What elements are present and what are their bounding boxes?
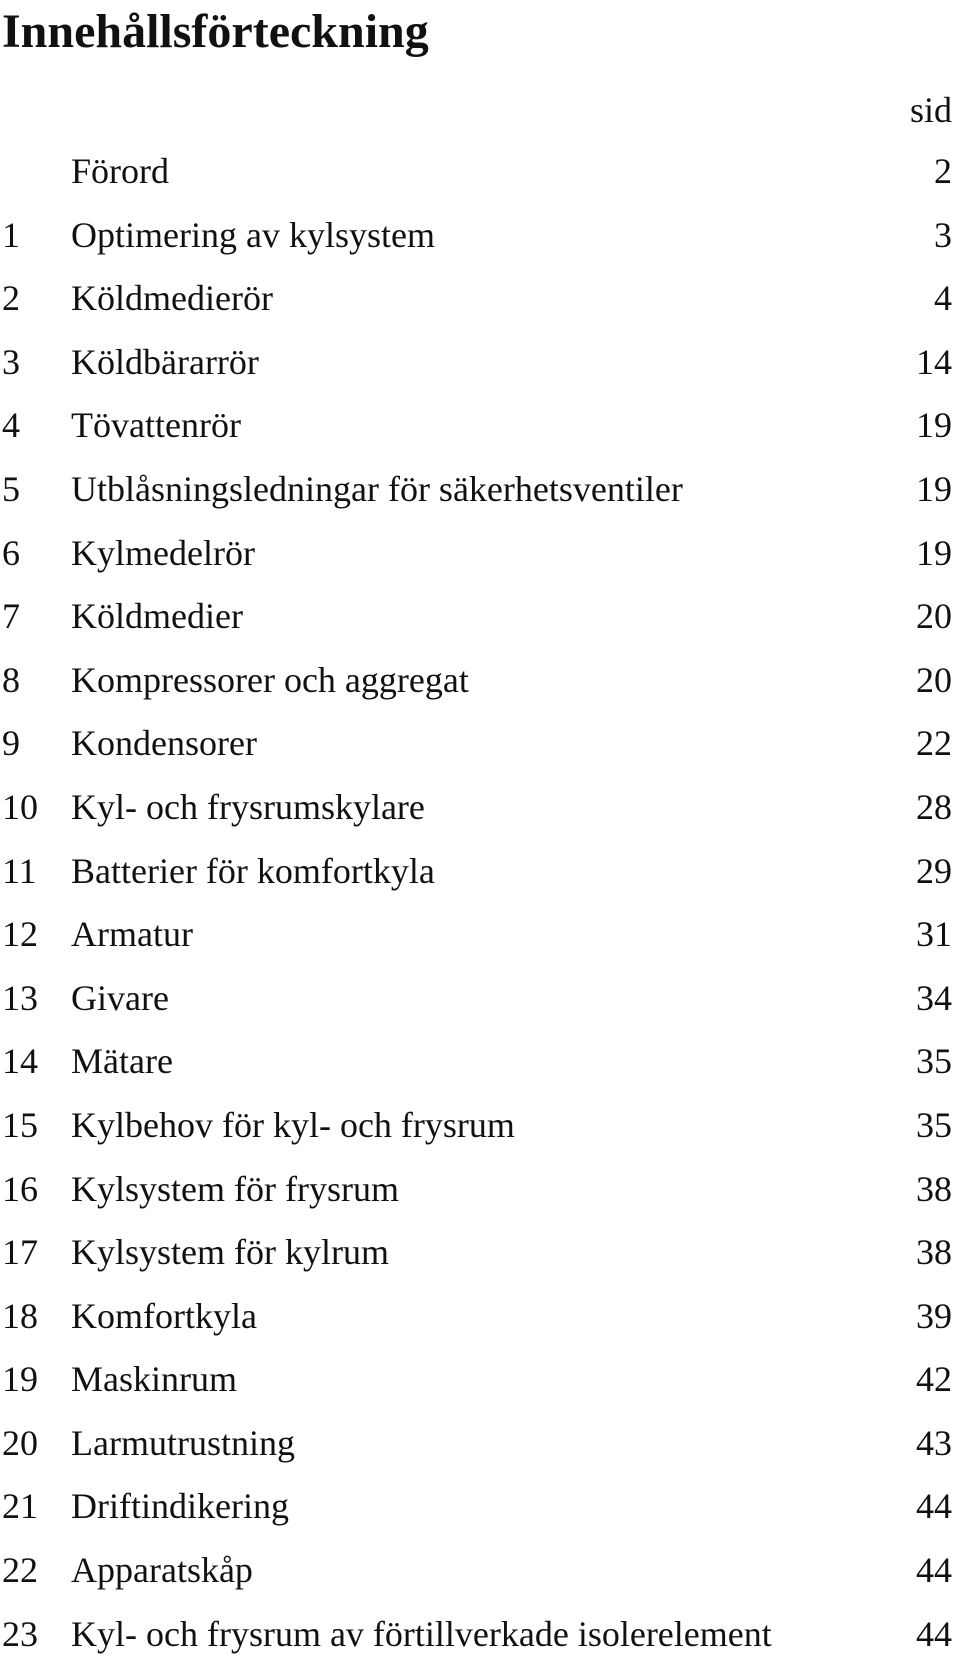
toc-entry-page: 31 xyxy=(916,914,952,955)
toc-entry-number: 9 xyxy=(2,723,20,764)
toc-entry-title: Köldbärarrör xyxy=(71,341,259,382)
toc-entry-page: 38 xyxy=(916,1232,952,1273)
toc-entry-number: 1 xyxy=(2,214,20,255)
toc-entry-21[interactable] xyxy=(0,1482,952,1546)
toc-entry-page: 35 xyxy=(916,1041,952,1082)
toc-entry-page: 4 xyxy=(934,278,952,319)
toc-entry-page: 20 xyxy=(916,596,952,637)
toc-entry-number: 23 xyxy=(2,1613,38,1654)
toc-entry-title: Kylmedelrör xyxy=(71,532,255,573)
toc-entry-title: Tövattenrör xyxy=(71,405,241,446)
toc-entry-18[interactable] xyxy=(0,1292,952,1356)
toc-entry-title: Utblåsningsledningar för säkerhetsventiler xyxy=(71,468,683,509)
toc-entry-2[interactable] xyxy=(0,274,952,338)
toc-entry-page: 29 xyxy=(916,850,952,891)
toc-entry-page: 42 xyxy=(916,1359,952,1400)
toc-entry-4[interactable] xyxy=(0,401,952,465)
toc-entry-number: 7 xyxy=(2,596,20,637)
toc-entry-number: 5 xyxy=(2,468,20,509)
page-title: Innehållsförteckning xyxy=(2,5,429,58)
toc-entry-15[interactable] xyxy=(0,1101,952,1165)
toc-entry-title: Kyl- och frysrumskylare xyxy=(71,786,425,827)
toc-list xyxy=(0,147,952,1673)
toc-entry-title: Armatur xyxy=(71,914,193,955)
toc-entry-title: Kylsystem för kylrum xyxy=(71,1232,389,1273)
toc-entry-number: 4 xyxy=(2,405,20,446)
toc-entry-title: Kondensorer xyxy=(71,723,257,764)
toc-entry-title: Köldmedier xyxy=(71,596,243,637)
toc-entry-title: Kylsystem för frysrum xyxy=(71,1168,399,1209)
toc-entry-page: 3 xyxy=(934,214,952,255)
toc-entry-title: Komfortkyla xyxy=(71,1295,257,1336)
toc-entry-number: 22 xyxy=(2,1550,38,1591)
toc-entry-page: 39 xyxy=(916,1295,952,1336)
toc-entry-page: 44 xyxy=(916,1613,952,1654)
toc-entry-13[interactable] xyxy=(0,974,952,1038)
toc-entry-22[interactable] xyxy=(0,1546,952,1610)
toc-entry-title: Köldmedierör xyxy=(71,278,273,319)
toc-entry-title: Förord xyxy=(71,151,169,191)
toc-entry-title: Kylbehov för kyl- och frysrum xyxy=(71,1104,515,1145)
toc-entry-page: 19 xyxy=(916,532,952,573)
toc-entry-page: 43 xyxy=(916,1422,952,1463)
toc-entry-number: 13 xyxy=(2,977,38,1018)
toc-entry-3[interactable] xyxy=(0,338,952,402)
toc-entry-number: 11 xyxy=(2,850,37,891)
toc-entry-page: 34 xyxy=(916,977,952,1018)
toc-entry-title: Apparatskåp xyxy=(71,1550,253,1591)
toc-entry-11[interactable] xyxy=(0,847,952,911)
toc-entry-page: 19 xyxy=(916,405,952,446)
toc-entry-page: 22 xyxy=(916,723,952,764)
toc-entry-20[interactable] xyxy=(0,1419,952,1483)
toc-entry-number: 3 xyxy=(2,341,20,382)
toc-entry-page: 38 xyxy=(916,1168,952,1209)
toc-entry-12[interactable] xyxy=(0,910,952,974)
toc-entry-title: Batterier för komfortkyla xyxy=(71,850,435,891)
toc-entry-title: Driftindikering xyxy=(71,1486,289,1527)
toc-entry-number: 16 xyxy=(2,1168,38,1209)
toc-entry-number: 10 xyxy=(2,786,38,827)
toc-entry-page: 28 xyxy=(916,786,952,827)
toc-entry-10[interactable] xyxy=(0,783,952,847)
toc-entry-8[interactable] xyxy=(0,656,952,720)
toc-entry-number: 14 xyxy=(2,1041,38,1082)
toc-entry-page: 44 xyxy=(916,1486,952,1527)
toc-entry-number: 12 xyxy=(2,914,38,955)
toc-entry-title: Optimering av kylsystem xyxy=(71,214,435,255)
toc-entry-page: 14 xyxy=(916,341,952,382)
toc-entry-page: 44 xyxy=(916,1550,952,1591)
toc-entry-title: Kyl- och frysrum av förtillverkade isolerelement xyxy=(71,1613,772,1654)
toc-entry-6[interactable] xyxy=(0,529,952,593)
toc-entry-14[interactable] xyxy=(0,1037,952,1101)
toc-entry-5[interactable] xyxy=(0,465,952,529)
toc-entry-page: 2 xyxy=(934,151,952,191)
toc-entry-number: 19 xyxy=(2,1359,38,1400)
toc-entry-19[interactable] xyxy=(0,1355,952,1419)
toc-entry-23[interactable] xyxy=(0,1610,952,1673)
toc-entry-number: 6 xyxy=(2,532,20,573)
toc-entry-page: 19 xyxy=(916,468,952,509)
toc-entry-number: 18 xyxy=(2,1295,38,1336)
toc-entry-title: Maskinrum xyxy=(71,1359,237,1400)
toc-entry-number: 8 xyxy=(2,659,20,700)
toc-entry-page: 35 xyxy=(916,1104,952,1145)
toc-entry-title: Givare xyxy=(71,977,169,1018)
toc-entry-number: 2 xyxy=(2,278,20,319)
toc-entry-page: 20 xyxy=(916,659,952,700)
toc-entry-foreword[interactable] xyxy=(0,147,952,211)
toc-entry-9[interactable] xyxy=(0,719,952,783)
page-column-header: sid xyxy=(909,90,952,130)
toc-entry-1[interactable] xyxy=(0,211,952,275)
toc-entry-number: 17 xyxy=(2,1232,38,1273)
toc-entry-title: Mätare xyxy=(71,1041,173,1082)
toc-entry-title: Larmutrustning xyxy=(71,1422,295,1463)
toc-entry-title: Kompressorer och aggregat xyxy=(71,659,469,700)
toc-entry-number: 20 xyxy=(2,1422,38,1463)
toc-entry-7[interactable] xyxy=(0,592,952,656)
toc-entry-number: 15 xyxy=(2,1104,38,1145)
toc-entry-16[interactable] xyxy=(0,1165,952,1229)
toc-entry-number: 21 xyxy=(2,1486,38,1527)
toc-entry-17[interactable] xyxy=(0,1228,952,1292)
